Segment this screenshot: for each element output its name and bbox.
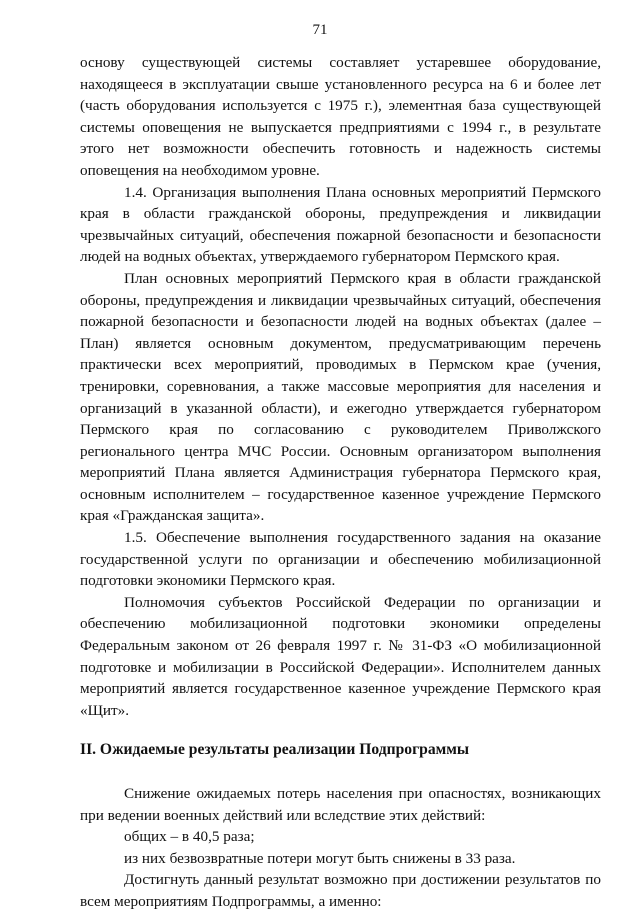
- section-heading: II. Ожидаемые результаты реализации Подпрограммы: [80, 741, 470, 759]
- paragraph-authority: Полномочия субъектов Российской Федерации по организации и обеспечению мобилизационной подготовки экономики определены Федеральным законом от 26 февраля 1997 г. № 31-ФЗ «О мобилизационной подготовке и мобилизации в Российской Федерации». Исполнителем данных мероприятий является государственное казенное учреждение Пермского края «Щит».: [80, 593, 601, 719]
- document-body: [80, 52, 601, 913]
- page-number: 71: [312, 22, 328, 38]
- paragraph-achievement: Достигнуть данный результат возможно при достижении результатов по всем мероприятиям Подпрограммы, а именно:: [80, 871, 601, 910]
- paragraph-loss-reduction: Снижение ожидаемых потерь населения при опасностях, возникающих при ведении военных действий или вследствие этих действий:: [80, 785, 601, 824]
- paragraph-plan-description: План основных мероприятий Пермского края в области гражданской обороны, предупреждения и ликвидации чрезвычайных ситуаций, обеспечения пожарной безопасности и безопасности людей на водных объектах (далее – План) является основным документом, предусматривающим перечень практически всех мероприятий, проводимых в Пермском крае (учения, тренировки, соревнования, а также массовые мероприятия для населения и организаций в указанной области), и ежегодно утверждается губернатором Пермского края по согласованию с руководителем Приволжского регионального центра МЧС России. Основным организатором выполнения мероприятий Плана является Администрация губернатора Пермского края, основным исполнителем – государственное казенное учреждение Пермского края «Гражданская защита».: [80, 269, 601, 525]
- paragraph-total-losses: общих – в 40,5 раза;: [124, 828, 255, 846]
- paragraph-irrecoverable-losses: из них безвозвратные потери могут быть снижены в 33 раза.: [124, 849, 516, 867]
- paragraph-warning-system: основу существующей системы составляет устаревшее оборудование, находящееся в эксплуатации свыше установленного ресурса на 6 и более лет (часть оборудования используется с 1975 г.), элементная база существующей системы оповещения не выпускается предприятиями с 1994 г., в результате этого нет возможности обеспечить готовность и надежность системы оповещения на необходимом уровне.: [80, 54, 601, 179]
- paragraph-section-1-5: 1.5. Обеспечение выполнения государственного задания на оказание государственной услуги по организации и обеспечению мобилизационной подготовки экономики Пермского края.: [80, 529, 601, 590]
- paragraph-section-1-4: 1.4. Организация выполнения Плана основных мероприятий Пермского края в области гражданской обороны, предупреждения и ликвидации чрезвычайных ситуаций, обеспечения пожарной безопасности и безопасности людей на водных объектах, утверждаемого губернатором Пермского края.: [80, 183, 601, 266]
